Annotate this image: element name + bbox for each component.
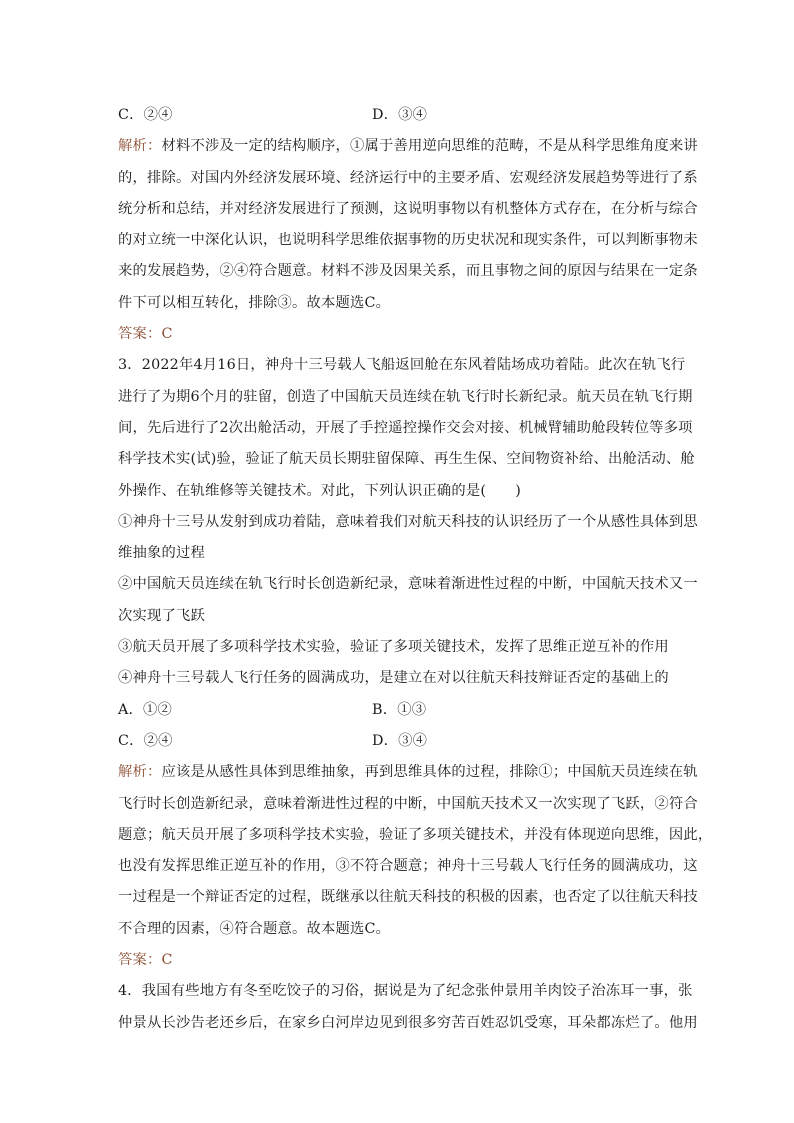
q3-analysis-line-2: 飞行时长创造新纪录，意味着渐进性过程的中断，中国航天技术又一次实现了飞跃，②符合 — [118, 795, 698, 812]
q3-answer — [118, 945, 678, 976]
q3-analysis-label: 解析： — [118, 764, 162, 781]
q3-analysis-line-3: 题意；航天员开展了多项科学技术实验，验证了多项关键技术，并没有体现逆向思维，因此， — [118, 826, 713, 843]
q3-option-d: D．③④ — [372, 732, 428, 749]
q2-option-c: C．②④ — [118, 107, 173, 123]
page-content — [118, 100, 713, 1039]
q3-analysis-line-4: 也没有发挥思维正逆互补的作用，③不符合题意；神舟十三号载人飞行任务的圆满成功，这 — [118, 858, 698, 875]
q2-analysis-line-4: 的对立统一中深化认识，也说明科学思维依据事物的历史状况和现实条件，可以判断事物未 — [118, 232, 698, 249]
q2-analysis-label: 解析： — [118, 138, 162, 155]
q3-stem-line-1: 3．2022年4月16日，神舟十三号载人飞船返回舱在东风着陆场成功着陆。此次在轨飞行 — [118, 357, 686, 374]
q3-options-row-cd — [118, 726, 678, 757]
q4-stem-line-1: 4．我国有些地方有冬至吃饺子的习俗，据说是为了纪念张仲景用羊肉饺子治冻耳一事，张 — [118, 983, 693, 1000]
q3-analysis-line-5: 一过程是一个辩证否定的过程，既继承以往航天科技的积极的因素，也否定了以往航天科技 — [118, 889, 698, 906]
q3-answer-value: C — [161, 952, 173, 969]
q4-stem-line-2: 仲景从长沙告老还乡后，在家乡白河岸边见到很多穷苦百姓忍饥受寒，耳朵都冻烂了。他用 — [118, 1014, 698, 1031]
q3-analysis-line-1: 解析：应该是从感性具体到思维抽象，再到思维具体的过程，排除①；中国航天员连续在轨 — [118, 764, 698, 781]
q2-answer — [118, 319, 678, 350]
q3-stem-line-5: 外操作、在轨维修等关键技术。对此，下列认识正确的是( ) — [118, 482, 521, 499]
q3-statement-line-3: ②中国航天员连续在轨飞行时长创造新纪录，意味着渐进性过程的中断，中国航天技术又一 — [118, 576, 698, 593]
q3-statement-line-6: ④神舟十三号载人飞行任务的圆满成功，是建立在对以往航天科技辩证否定的基础上的 — [118, 670, 669, 687]
q2-analysis-line-6: 件下可以相互转化，排除③。故本题选C。 — [118, 294, 391, 311]
q2-answer-label: 答案： — [118, 326, 162, 343]
q3-stem-line-3: 间，先后进行了2次出舱活动，开展了手控遥控操作交会对接、机械臂辅助舱段转位等多项 — [118, 419, 693, 436]
q2-analysis-line-2: 的，排除。对国内外经济发展环境、经济运行中的主要矛盾、宏观经济发展趋势等进行了系 — [118, 169, 698, 186]
q3-answer-label: 答案： — [118, 952, 162, 969]
q3-statement-line-4: 次实现了飞跃 — [118, 607, 205, 624]
q3-statement-line-1: ①神舟十三号从发射到成功着陆，意味着我们对航天科技的认识经历了一个从感性具体到思 — [118, 513, 698, 530]
q3-statement-line-5: ③航天员开展了多项科学技术实验，验证了多项关键技术，发挥了思维正逆互补的作用 — [118, 639, 669, 656]
q2-option-d: D．③④ — [372, 107, 428, 123]
q3-option-a: A．①② — [118, 701, 173, 718]
q3-stem-line-2: 进行了为期6个月的驻留，创造了中国航天员连续在轨飞行时长新纪录。航天员在轨飞行期 — [118, 388, 693, 405]
q2-options-row-cd — [118, 100, 678, 131]
q3-analysis-line-6: 不合理的因素，④符合题意。故本题选C。 — [118, 920, 391, 937]
q2-answer-value: C — [161, 326, 173, 343]
q3-options-row-ab — [118, 695, 678, 726]
q3-stem-line-4: 科学技术实(试)验，验证了航天员长期驻留保障、再生生保、空间物资补给、出舱活动、舱 — [118, 451, 695, 468]
q3-statement-line-2: 维抽象的过程 — [118, 545, 205, 562]
q2-analysis-line-5: 来的发展趋势，②④符合题意。材料不涉及因果关系，而且事物之间的原因与结果在一定条 — [118, 263, 698, 280]
q2-analysis-line-1: 解析：材料不涉及一定的结构顺序，①属于善用逆向思维的范畴，不是从科学思维角度来讲 — [118, 138, 698, 155]
q3-option-c: C．②④ — [118, 732, 173, 749]
q3-option-b: B．①③ — [372, 701, 427, 718]
q2-analysis-line-3: 统分析和总结，并对经济发展进行了预测，这说明事物以有机整体方式存在，在分析与综合 — [118, 200, 698, 217]
